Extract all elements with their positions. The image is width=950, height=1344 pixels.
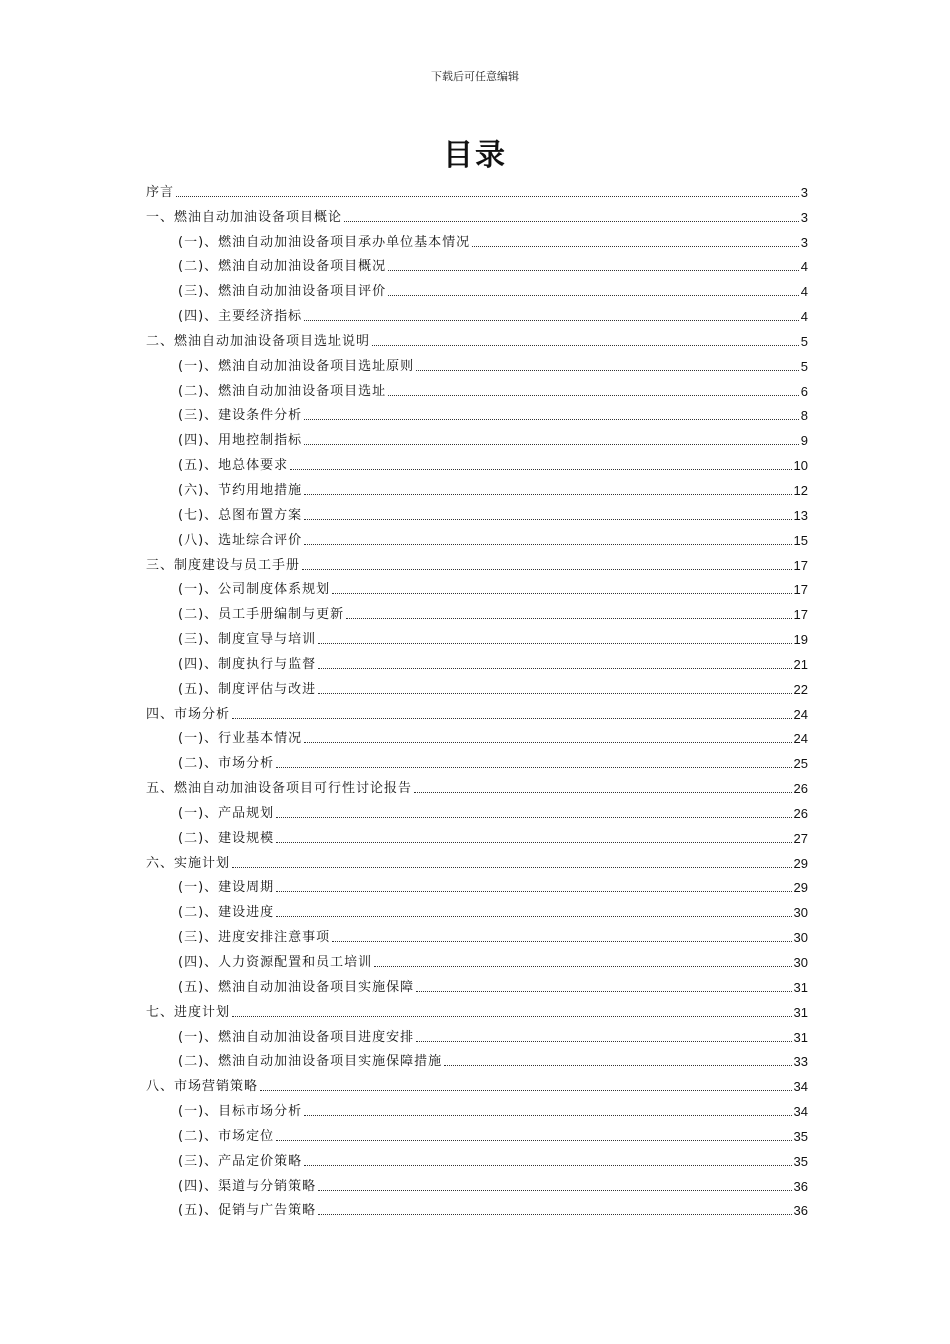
toc-page-number: 8 bbox=[800, 408, 808, 424]
toc-page-number: 31 bbox=[793, 1029, 808, 1045]
toc-page-number: 12 bbox=[793, 482, 808, 498]
toc-entry-title: (二)、市场分析 bbox=[178, 756, 275, 772]
toc-entry-title: (四)、渠道与分销策略 bbox=[178, 1178, 317, 1194]
toc-leader-dots bbox=[304, 543, 791, 545]
toc-page-number: 36 bbox=[793, 1178, 808, 1194]
toc-leader-dots bbox=[304, 418, 799, 420]
toc-entry[interactable] bbox=[146, 723, 808, 748]
toc-entry-title: (一)、目标市场分析 bbox=[178, 1104, 303, 1120]
toc-entry-title: (二)、燃油自动加油设备项目选址 bbox=[178, 383, 387, 399]
toc-leader-dots bbox=[318, 1189, 791, 1191]
toc-entry[interactable] bbox=[146, 300, 808, 325]
toc-page-number: 3 bbox=[800, 184, 808, 200]
toc-leader-dots bbox=[444, 1064, 791, 1066]
toc-leader-dots bbox=[472, 245, 799, 247]
toc-entry-title: 二、燃油自动加油设备项目选址说明 bbox=[146, 333, 371, 349]
toc-entry-title: (四)、用地控制指标 bbox=[178, 433, 303, 449]
toc-page-number: 27 bbox=[793, 830, 808, 846]
toc-entry[interactable] bbox=[146, 996, 808, 1021]
toc-entry[interactable] bbox=[146, 772, 808, 797]
toc-leader-dots bbox=[416, 990, 791, 992]
toc-page-number: 34 bbox=[793, 1079, 808, 1095]
toc-entry[interactable] bbox=[146, 201, 808, 226]
toc-leader-dots bbox=[176, 195, 799, 197]
toc-leader-dots bbox=[304, 518, 791, 520]
toc-page-number: 17 bbox=[793, 582, 808, 598]
toc-entry-title: (二)、燃油自动加油设备项目概况 bbox=[178, 259, 387, 275]
toc-leader-dots bbox=[318, 1213, 791, 1215]
toc-entry-title: (二)、员工手册编制与更新 bbox=[178, 607, 345, 623]
toc-entry[interactable] bbox=[146, 275, 808, 300]
toc-entry[interactable] bbox=[146, 499, 808, 524]
toc-page-number: 25 bbox=[793, 756, 808, 772]
toc-entry[interactable] bbox=[146, 1170, 808, 1195]
toc-leader-dots bbox=[260, 1089, 792, 1091]
toc-leader-dots bbox=[276, 890, 791, 892]
toc-page-number: 9 bbox=[800, 433, 808, 449]
toc-entry-title: (四)、人力资源配置和员工培训 bbox=[178, 955, 373, 970]
toc-leader-dots bbox=[318, 692, 791, 694]
toc-page-number: 24 bbox=[793, 706, 808, 722]
toc-entry[interactable] bbox=[146, 350, 808, 375]
toc-entry-title: (二)、燃油自动加油设备项目实施保障措施 bbox=[178, 1054, 443, 1070]
toc-entry-title: (五)、燃油自动加油设备项目实施保障 bbox=[178, 979, 415, 995]
toc-leader-dots bbox=[372, 344, 799, 346]
toc-page-number: 3 bbox=[800, 234, 808, 250]
toc-entry[interactable] bbox=[146, 797, 808, 822]
toc-entry-title: (一)、行业基本情况 bbox=[178, 731, 303, 747]
toc-leader-dots bbox=[416, 369, 799, 371]
toc-page-number: 30 bbox=[793, 955, 808, 970]
toc-entry[interactable] bbox=[146, 400, 808, 425]
toc-page-number: 34 bbox=[793, 1104, 808, 1120]
toc-leader-dots bbox=[388, 269, 799, 271]
toc-entry[interactable] bbox=[146, 872, 808, 897]
toc-page-number: 30 bbox=[793, 905, 808, 921]
toc-entry-title: (二)、建设规模 bbox=[178, 830, 275, 846]
toc-entry[interactable] bbox=[146, 971, 808, 996]
toc-leader-dots bbox=[276, 766, 791, 768]
toc-entry[interactable] bbox=[146, 747, 808, 772]
toc-page-number: 17 bbox=[793, 557, 808, 573]
toc-leader-dots bbox=[304, 443, 799, 445]
toc-entry[interactable] bbox=[146, 946, 808, 971]
toc-entry[interactable] bbox=[146, 1195, 808, 1220]
toc-page-number: 22 bbox=[793, 681, 808, 697]
toc-entry[interactable] bbox=[146, 623, 808, 648]
toc-entry[interactable] bbox=[146, 251, 808, 276]
toc-entry-title: (三)、建设条件分析 bbox=[178, 408, 303, 424]
toc-entry-title: (三)、产品定价策略 bbox=[178, 1153, 303, 1169]
toc-entry[interactable] bbox=[146, 847, 808, 872]
toc-page-number: 29 bbox=[793, 855, 808, 871]
toc-page-number: 21 bbox=[793, 656, 808, 672]
toc-entry[interactable] bbox=[146, 648, 808, 673]
toc-entry[interactable] bbox=[146, 1046, 808, 1071]
toc-entry-title: (六)、节约用地措施 bbox=[178, 482, 303, 498]
toc-entry-title: (三)、制度宣导与培训 bbox=[178, 632, 317, 648]
toc-entry[interactable] bbox=[146, 1145, 808, 1170]
toc-entry-title: (一)、建设周期 bbox=[178, 880, 275, 896]
toc-entry-title: (七)、总图布置方案 bbox=[178, 507, 303, 523]
toc-entry-title: (五)、地总体要求 bbox=[178, 458, 289, 474]
toc-leader-dots bbox=[276, 841, 791, 843]
toc-page-number: 5 bbox=[800, 358, 808, 374]
toc-entry-title: 八、市场营销策略 bbox=[146, 1079, 259, 1095]
toc-entry-title: (一)、燃油自动加油设备项目承办单位基本情况 bbox=[178, 234, 471, 250]
toc-entry[interactable] bbox=[146, 226, 808, 251]
toc-entry-title: (四)、制度执行与监督 bbox=[178, 656, 317, 672]
toc-entry[interactable] bbox=[146, 1095, 808, 1120]
toc-leader-dots bbox=[304, 741, 791, 743]
toc-leader-dots bbox=[232, 866, 792, 868]
toc-entry-title: 序言 bbox=[146, 184, 175, 200]
toc-entry-title: (四)、主要经济指标 bbox=[178, 309, 303, 325]
toc-leader-dots bbox=[318, 642, 791, 644]
toc-page-number: 10 bbox=[793, 458, 808, 474]
toc-entry[interactable] bbox=[146, 1070, 808, 1095]
toc-leader-dots bbox=[388, 394, 799, 396]
toc-page-number: 33 bbox=[793, 1054, 808, 1070]
toc-entry-title: (二)、市场定位 bbox=[178, 1128, 275, 1144]
toc-leader-dots bbox=[304, 493, 791, 495]
toc-leader-dots bbox=[290, 468, 791, 470]
toc-page-number: 19 bbox=[793, 632, 808, 648]
toc-leader-dots bbox=[276, 1139, 791, 1141]
toc-leader-dots bbox=[304, 319, 799, 321]
header-note: 下载后可任意编辑 bbox=[431, 70, 519, 83]
toc-page-number: 5 bbox=[800, 333, 808, 349]
toc-entry-title: 四、市场分析 bbox=[146, 706, 231, 722]
toc-entry[interactable] bbox=[146, 1120, 808, 1145]
toc-entry-title: (八)、选址综合评价 bbox=[178, 532, 303, 548]
toc-entry-title: 三、制度建设与员工手册 bbox=[146, 557, 301, 573]
toc-leader-dots bbox=[416, 1040, 791, 1042]
toc-leader-dots bbox=[346, 617, 791, 619]
toc-entry-title: (一)、产品规划 bbox=[178, 805, 275, 821]
toc-page-number: 26 bbox=[793, 781, 808, 797]
toc-page-number: 4 bbox=[800, 259, 808, 275]
toc-leader-dots bbox=[304, 1164, 791, 1166]
toc-page-number: 31 bbox=[793, 1004, 808, 1020]
toc-entry-title: (五)、制度评估与改进 bbox=[178, 681, 317, 697]
toc-entry[interactable] bbox=[146, 375, 808, 400]
toc-page-number: 35 bbox=[793, 1128, 808, 1144]
toc-leader-dots bbox=[332, 592, 791, 594]
toc-entry[interactable] bbox=[146, 1021, 808, 1046]
toc-page-number: 13 bbox=[793, 507, 808, 523]
page-title: 目录 bbox=[443, 138, 507, 173]
toc-page-number: 4 bbox=[800, 309, 808, 325]
toc-page-number: 24 bbox=[793, 731, 808, 747]
toc-page-number: 30 bbox=[793, 930, 808, 946]
toc-leader-dots bbox=[232, 717, 792, 719]
toc-entry[interactable] bbox=[146, 574, 808, 599]
toc-leader-dots bbox=[414, 791, 792, 793]
toc-entry[interactable] bbox=[146, 896, 808, 921]
toc-page-number: 29 bbox=[793, 880, 808, 896]
toc-leader-dots bbox=[332, 940, 791, 942]
toc-entry[interactable] bbox=[146, 449, 808, 474]
toc-leader-dots bbox=[374, 965, 791, 967]
toc-leader-dots bbox=[388, 294, 799, 296]
toc-entry[interactable] bbox=[146, 474, 808, 499]
toc-page-number: 26 bbox=[793, 805, 808, 821]
toc-entry-title: 一、燃油自动加油设备项目概论 bbox=[146, 209, 343, 225]
toc-entry-title: (一)、燃油自动加油设备项目进度安排 bbox=[178, 1029, 415, 1045]
toc-leader-dots bbox=[232, 1015, 792, 1017]
toc-leader-dots bbox=[304, 1114, 791, 1116]
toc-entry-title: (二)、建设进度 bbox=[178, 905, 275, 921]
toc-entry-title: (五)、促销与广告策略 bbox=[178, 1203, 317, 1219]
toc-leader-dots bbox=[276, 816, 791, 818]
toc-entry-title: (一)、燃油自动加油设备项目选址原则 bbox=[178, 358, 415, 374]
toc-page-number: 3 bbox=[800, 209, 808, 225]
toc-leader-dots bbox=[318, 667, 791, 669]
toc-entry-title: (三)、燃油自动加油设备项目评价 bbox=[178, 284, 387, 300]
toc-entry-title: 六、实施计划 bbox=[146, 855, 231, 871]
toc-page-number: 17 bbox=[793, 607, 808, 623]
toc-leader-dots bbox=[344, 220, 799, 222]
toc-entry[interactable] bbox=[146, 176, 808, 201]
toc-entry[interactable] bbox=[146, 424, 808, 449]
toc-entry[interactable] bbox=[146, 549, 808, 574]
toc-entry[interactable] bbox=[146, 325, 808, 350]
toc-entry[interactable] bbox=[146, 921, 808, 946]
toc-entry-title: (一)、公司制度体系规划 bbox=[178, 582, 331, 598]
toc-page-number: 36 bbox=[793, 1203, 808, 1219]
toc-page-number: 31 bbox=[793, 979, 808, 995]
toc-leader-dots bbox=[276, 915, 791, 917]
toc-entry[interactable] bbox=[146, 598, 808, 623]
toc-page-number: 6 bbox=[800, 383, 808, 399]
toc-entry[interactable] bbox=[146, 822, 808, 847]
toc-entry[interactable] bbox=[146, 524, 808, 549]
toc-entry-title: 七、进度计划 bbox=[146, 1004, 231, 1020]
toc-entry[interactable] bbox=[146, 673, 808, 698]
table-of-contents bbox=[146, 176, 808, 1219]
toc-entry[interactable] bbox=[146, 698, 808, 723]
toc-page-number: 35 bbox=[793, 1153, 808, 1169]
toc-leader-dots bbox=[302, 568, 792, 570]
toc-entry-title: 五、燃油自动加油设备项目可行性讨论报告 bbox=[146, 781, 413, 797]
toc-page-number: 4 bbox=[800, 284, 808, 300]
toc-page-number: 15 bbox=[793, 532, 808, 548]
toc-entry-title: (三)、进度安排注意事项 bbox=[178, 930, 331, 946]
